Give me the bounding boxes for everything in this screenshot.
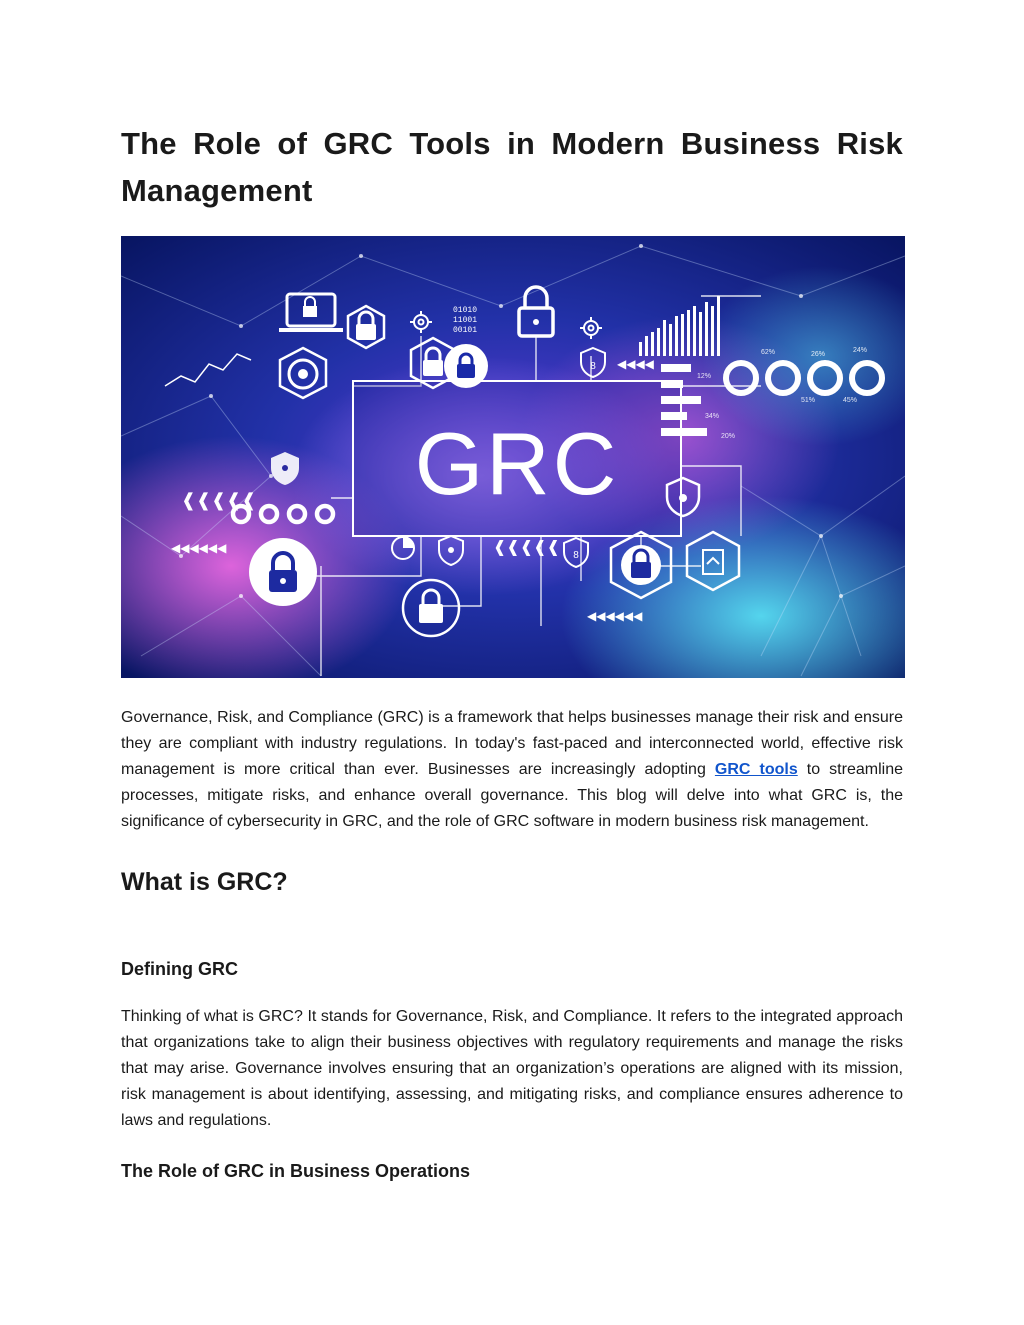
binary-text-2: 11001 [453,316,478,325]
hero-image [121,236,905,678]
arrow-row-bottom: ◀◀◀◀◀◀ [587,609,643,623]
svg-text:8: 8 [573,550,579,561]
grc-illustration [121,236,905,678]
binary-text-3: 00101 [453,326,478,335]
lock-circle-icon-left [249,538,317,606]
section-heading-what-is-grc: What is GRC? [121,868,288,896]
percent-label-1: 62% [761,349,776,356]
percent-label-6: 45% [843,397,858,404]
arrow-row-left: ❰❰❰❰❰ [181,490,257,511]
arrow-row-right: ◀◀◀◀ [617,357,654,371]
svg-text:8: 8 [590,361,596,372]
percent-label-2: 26% [811,351,826,358]
arrow-row-center: ❰❰❰❰❰ [493,537,561,556]
percent-label-4: 12% [697,373,712,380]
percent-label-8: 20% [721,433,736,440]
arrow-row-left-2: ◀◀◀◀◀◀ [171,541,227,555]
defining-grc-paragraph: Thinking of what is GRC? It stands for Governance, Risk, and Compliance. It refers to the integrated approach that organizations take to align their business objectives with regulatory requirements and manage the risks that may arise. Governance involves ensuring that an organization’s operations are aligned with its mission, risk management is about identifying, assessing, and mitigating risks, and compliance ensures adherence to laws and regulations. [121,1008,903,1129]
percent-label-3: 24% [853,347,868,354]
intro-text-end: to streamline processes, mitigate risks, and enhance overall governance. This blog will delve into what GRC is, the significance of cybersecurity in GRC, and the role of GRC software in modern business risk management. [121,761,903,830]
percent-label-7: 34% [705,413,720,420]
grc-label: GRC [414,414,620,513]
intro-paragraph [121,705,903,835]
subheading-defining-grc: Defining GRC [121,959,238,979]
subheading-role-of-grc: The Role of GRC in Business Operations [121,1161,471,1181]
grc-tools-link[interactable]: GRC tools [714,761,798,778]
intro-text-start: Governance, Risk, and Compliance (GRC) is a framework that helps businesses manage their risk and ensure they are compliant with industry regulations. In today's fast-paced and interconnected world, effective risk management is more critical than ever. Businesses are increasingly adopting [121,709,903,778]
percent-label-5: 51% [801,397,816,404]
article-title: The Role of GRC Tools in Modern Business Risk Management [121,126,903,208]
binary-text-1: 01010 [453,306,478,315]
lock-badge-icon [444,344,488,388]
